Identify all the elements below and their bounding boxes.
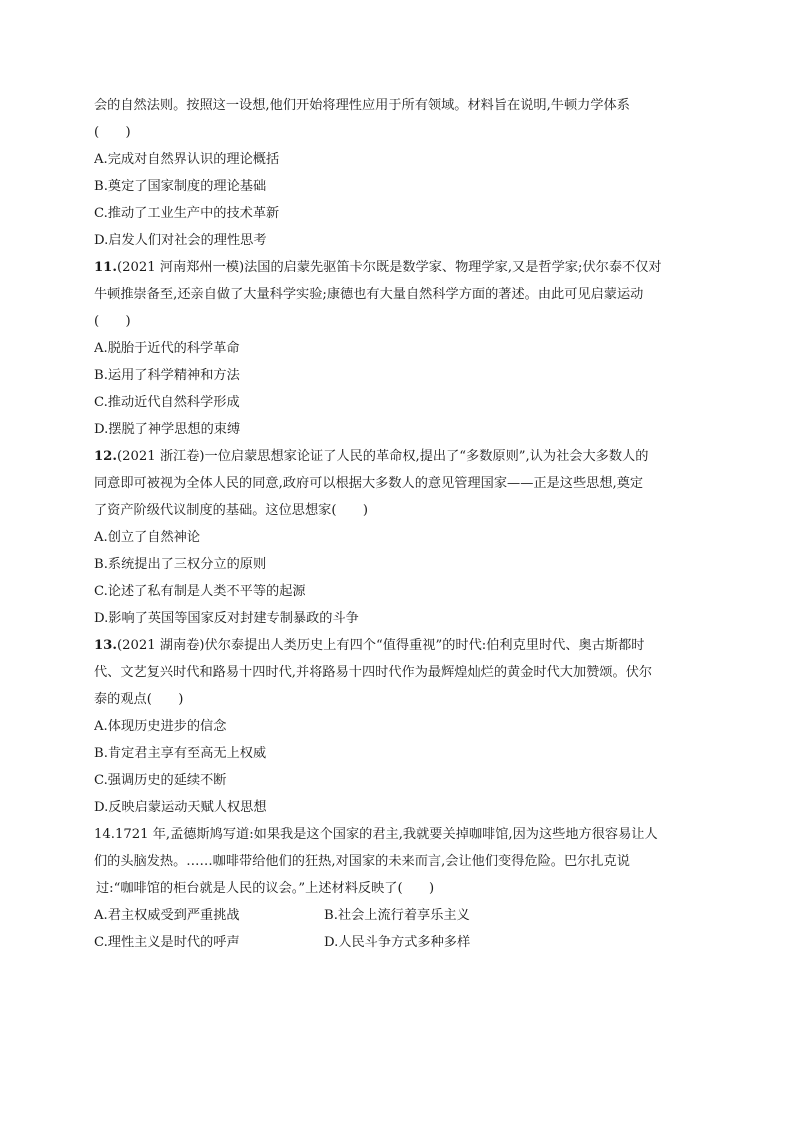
q12-option-d: D.影响了英国等国家反对封建专制暴政的斗争 (94, 611, 359, 626)
q14-option-b: B.社会上流行着享乐主义 (324, 908, 470, 923)
q12-option-b: B.系统提出了三权分立的原则 (94, 557, 267, 572)
q12-option-a: A.创立了自然神论 (94, 530, 201, 545)
q11-option-c: C.推动近代自然科学形成 (94, 395, 240, 410)
q14-stem-line-1: 14.1721 年,孟德斯鸠写道:如果我是这个国家的君主,我就要关掉咖啡馆,因为这些地方很容易让人 (94, 827, 658, 842)
q11-number: 11. (94, 260, 117, 275)
document-page (94, 92, 704, 956)
q11-option-d: D.摆脱了神学思想的束缚 (94, 422, 241, 437)
q10-option-c: C.推动了工业生产中的技术革新 (94, 206, 280, 221)
q14-option-d: D.人民斗争方式多种多样 (324, 935, 471, 950)
q10-option-a: A.完成对自然界认识的理论概括 (94, 152, 280, 167)
q12-number: 12. (94, 449, 117, 464)
q11-option-b: B.运用了科学精神和方法 (94, 368, 240, 383)
q13-option-c: C.强调历史的延续不断 (94, 773, 227, 788)
q11-answer-blank: ( ) (94, 314, 131, 329)
q14-stem-line-3: 过:“咖啡馆的柜台就是人民的议会。”上述材料反映了( ) (96, 881, 435, 896)
q14-option-c: C.理性主义是时代的呼声 (94, 935, 240, 950)
q13-number: 13. (94, 638, 117, 653)
q11-stem-text-1: (2021 河南郑州一模)法国的启蒙先驱笛卡尔既是数学家、物理学家,又是哲学家;伏尔泰不仅对 (116, 260, 662, 275)
q11-option-a: A.脱胎于近代的科学革命 (94, 341, 240, 356)
q13-stem-line-1 (94, 632, 704, 659)
q10-option-d: D.启发人们对社会的理性思考 (94, 233, 267, 248)
q10-answer-blank: ( ) (94, 125, 131, 140)
q13-option-d: D.反映启蒙运动天赋人权思想 (94, 800, 267, 815)
q11-stem-line-2: 牛顿推崇备至,还亲自做了大量科学实验;康德也有大量自然科学方面的著述。由此可见启蒙运动 (94, 287, 644, 302)
q13-stem-line-2: 代、文艺复兴时代和路易十四时代,并将路易十四时代作为最辉煌灿烂的黄金时代大加赞颂。伏尔 (94, 665, 653, 680)
q13-option-a: A.体现历史进步的信念 (94, 719, 227, 734)
q13-stem-text-1: (2021 湖南卷)伏尔泰提出人类历史上有四个“值得重视”的时代:伯利克里时代、奥古斯都时 (116, 638, 645, 653)
q12-option-c: C.论述了私有制是人类不平等的起源 (94, 584, 306, 599)
q14-options-row-1 (94, 902, 704, 929)
q13-stem-line-3: 泰的观点( ) (94, 692, 184, 707)
q10-option-b: B.奠定了国家制度的理论基础 (94, 179, 267, 194)
q12-stem-line-3: 了资产阶级代议制度的基础。这位思想家( ) (94, 503, 369, 518)
q14-option-a: A.君主权威受到严重挑战 (94, 908, 240, 923)
q12-stem-text-1: (2021 浙江卷)一位启蒙思想家论证了人民的革命权,提出了“多数原则”,认为社会大多数人的 (116, 449, 649, 464)
q12-stem-line-2: 同意即可被视为全体人民的同意,政府可以根据大多数人的意见管理国家——正是这些思想,奠定 (94, 476, 644, 491)
q13-option-b: B.肯定君主享有至高无上权威 (94, 746, 267, 761)
q12-stem-line-1 (94, 443, 704, 470)
q14-options-row-2 (94, 929, 704, 956)
q14-stem-line-2: 们的头脑发热。……咖啡带给他们的狂热,对国家的未来而言,会让他们变得危险。巴尔扎克说 (94, 854, 630, 869)
q10-stem-line-1: 会的自然法则。按照这一设想,他们开始将理性应用于所有领域。材料旨在说明,牛顿力学体系 (94, 98, 630, 113)
q11-stem-line-1 (94, 254, 704, 281)
